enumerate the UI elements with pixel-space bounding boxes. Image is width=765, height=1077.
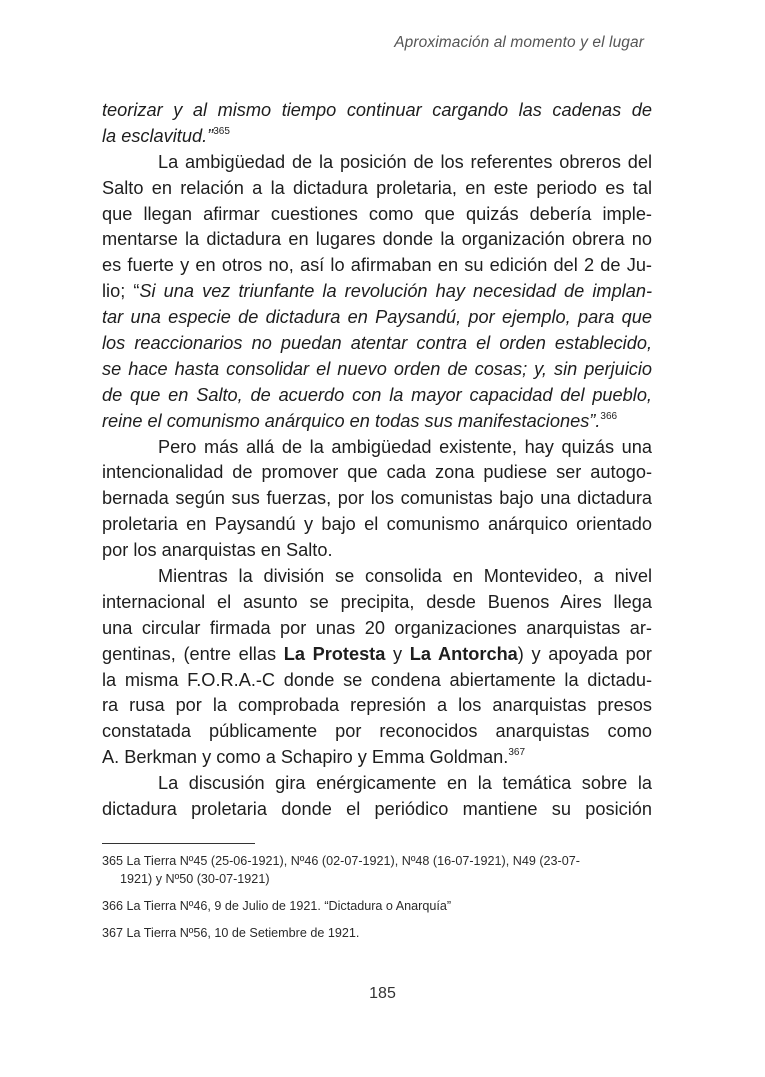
text-fragment: y (393, 643, 403, 664)
footnote-ref: 365 (213, 125, 230, 137)
text-line: bernada según sus fuerzas, por los comunistas bajo una dictadura (102, 488, 652, 509)
paragraph-start: Pero más allá de la ambigüedad existente, hay quizás una (158, 436, 652, 457)
text-line: por los anarquistas en Salto. (102, 540, 333, 561)
paragraph-start: Mientras la división se consolida en Montevideo, a nivel (158, 566, 652, 587)
text-line: intencionalidad de promover que cada zona pudiese ser autogo- (102, 462, 652, 483)
text-line (102, 642, 652, 668)
periodical-title: La Protesta (283, 643, 386, 664)
footnote-text: 366 La Tierra Nº46, 9 de Julio de 1921. “Dictadura o Anarquía” (102, 899, 452, 913)
text-line: dictadura proletaria donde el periódico mantiene su posición (102, 799, 652, 820)
text-line (102, 409, 652, 435)
quote-end: la esclavitud.” (102, 125, 214, 146)
quote-line: se hace hasta consolidar el nuevo orden de cosas; y, sin perjuicio (102, 358, 652, 379)
quote-line: los reaccionarios no puedan atentar contra el orden establecido, (102, 333, 652, 354)
text-line (102, 279, 652, 305)
text-fragment: lio; “ (102, 281, 140, 302)
running-header: Aproximación al momento y el lugar (394, 34, 644, 51)
text-line: ra rusa por la comprobada represión a los anarquistas presos (102, 695, 652, 716)
text-line: mentarse la dictadura en lugares donde la organización obrera no (102, 229, 652, 250)
footnotes (102, 852, 652, 951)
footnote (102, 897, 652, 915)
text-line: proletaria en Paysandú y bajo el comunismo anárquico orientado (102, 514, 652, 535)
footnote (102, 852, 652, 888)
paragraph-start: La ambigüedad de la posición de los referentes obreros del (158, 151, 652, 172)
text-line: constatada públicamente por reconocidos anarquistas como (102, 721, 652, 742)
footnote-ref: 367 (508, 747, 526, 759)
main-text (102, 98, 652, 823)
quote-line: de que en Salto, de acuerdo con la mayor capacidad del pueblo, (102, 384, 652, 405)
footnote-text: 1921) y Nº50 (30-07-1921) (120, 872, 270, 886)
footnote-separator (102, 843, 255, 844)
paragraph-start: La discusión gira enérgicamente en la temática sobre la (158, 773, 652, 794)
footnote-text: 367 La Tierra Nº56, 10 de Setiembre de 1921. (102, 926, 360, 940)
text-line: la misma F.O.R.A.-C donde se condena abiertamente la dictadu- (102, 669, 652, 690)
text-line: internacional el asunto se precipita, desde Buenos Aires llega (102, 591, 652, 612)
footnote-text: 365 La Tierra Nº45 (25-06-1921), Nº46 (02-07-1921), Nº48 (16-07-1921), N49 (23-07- (102, 854, 580, 868)
text-fragment: ) y apoyada por (517, 643, 652, 664)
footnote (102, 924, 652, 942)
quote-fragment: Si una vez triunfante la revolución hay necesidad de implan- (139, 281, 653, 302)
quote-line: tar una especie de dictadura en Paysandú, por ejemplo, para que (102, 307, 652, 328)
text-line: es fuerte y en otros no, así lo afirmaban en su edición del 2 de Ju- (102, 255, 652, 276)
page-number: 185 (369, 985, 396, 1002)
text-line: Salto en relación a la dictadura proletaria, en este periodo es tal (102, 177, 652, 198)
text-line (102, 124, 652, 150)
text-line (102, 745, 652, 771)
footnote-ref: 366 (600, 410, 618, 422)
text-line: teorizar y al mismo tiempo continuar cargando las cadenas de (102, 100, 652, 120)
text-line: una circular firmada por unas 20 organizaciones anarquistas ar- (102, 617, 652, 638)
text-fragment: gentinas, (entre ellas (102, 643, 277, 664)
periodical-title: La Antorcha (409, 643, 518, 664)
text-line: que llegan afirmar cuestiones como que quizás debería imple- (102, 203, 652, 224)
quote-end: reine el comunismo anárquico en todas sus manifestaciones”. (102, 410, 601, 431)
text-fragment: A. Berkman y como a Schapiro y Emma Goldman. (102, 747, 509, 768)
